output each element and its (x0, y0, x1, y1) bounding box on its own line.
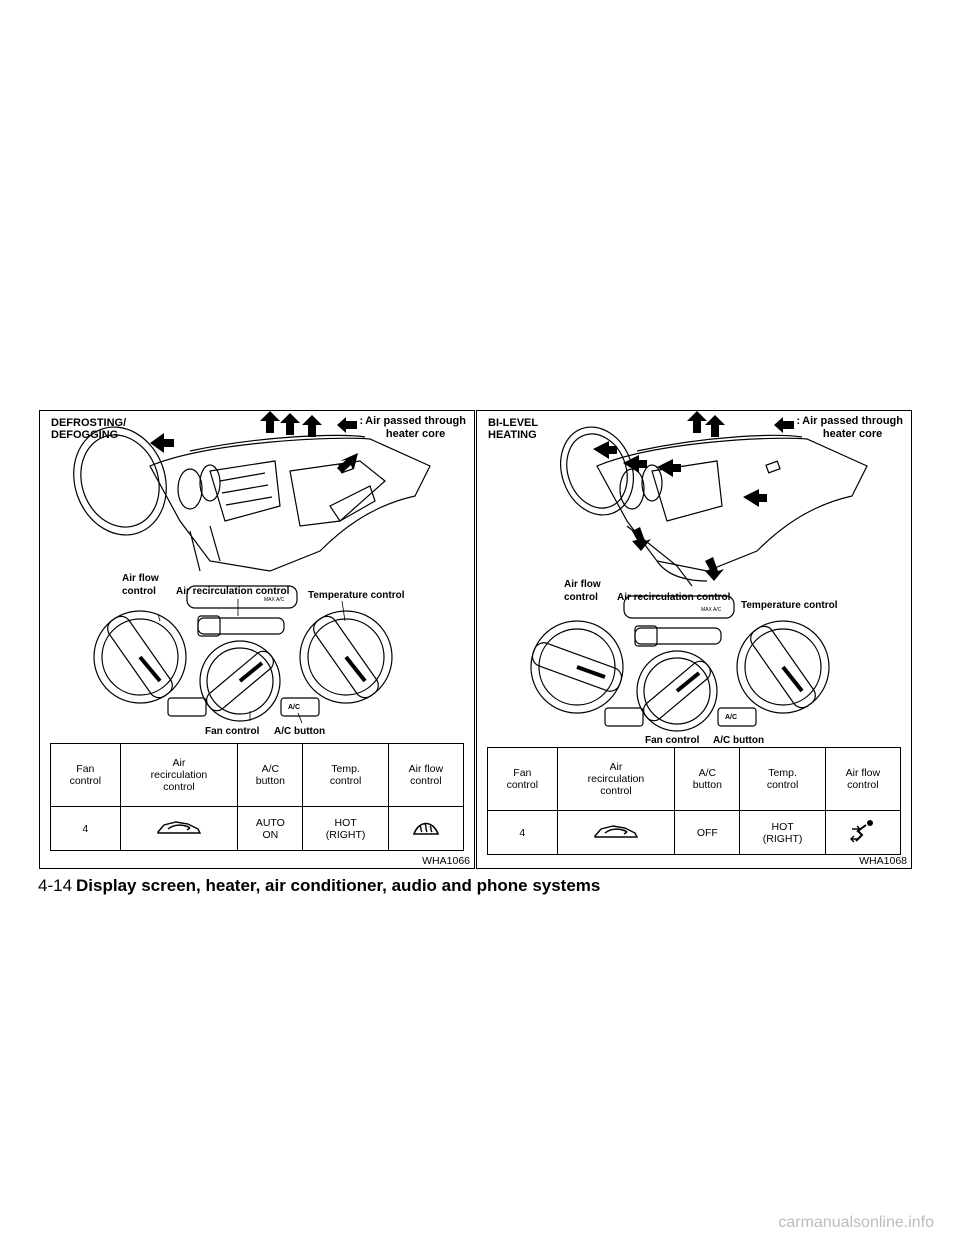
figure-defrosting (39, 410, 475, 869)
arrow-icon (774, 417, 794, 433)
settings-table (50, 743, 464, 851)
max-ac-label: MAX A/C (701, 607, 722, 613)
legend: : Air passed through heater core (337, 415, 466, 441)
air-recirculation-callout: Air recirculation control (617, 592, 731, 603)
max-ac-label: MAX A/C (264, 597, 285, 603)
temperature-callout: Temperature control (741, 600, 838, 611)
arrow-icon (687, 411, 707, 433)
header-ac: A/C button (238, 744, 303, 807)
temperature-callout: Temperature control (308, 590, 405, 601)
dashboard-illustration (477, 411, 912, 741)
recirculation-car-icon (591, 820, 641, 842)
ac-button-label: A/C (288, 704, 301, 711)
cell-fan: 4 (488, 811, 558, 855)
cell-temp: HOT (RIGHT) (303, 807, 388, 851)
legend: : Air passed through heater core (774, 415, 903, 441)
cell-ac: AUTO ON (238, 807, 303, 851)
ac-button-callout: A/C button (713, 735, 765, 746)
arrow-icon (337, 417, 357, 433)
figure-title: DEFROSTING/ DEFOGGING (51, 417, 127, 441)
dashboard-illustration (40, 411, 475, 741)
figure-code: WHA1066 (422, 855, 470, 867)
arrow-icon (337, 453, 358, 473)
fan-control-callout: Fan control (645, 735, 700, 746)
header-recirculation: Air recirculation control (557, 748, 675, 811)
page-number: 4-14 (38, 876, 73, 895)
air-recirculation-callout: Air recirculation control (176, 586, 290, 597)
ac-button-callout: A/C button (274, 726, 326, 737)
arrow-icon (280, 413, 300, 435)
figure-title: BI-LEVEL HEATING (488, 417, 539, 441)
cell-recirculation (120, 807, 238, 851)
section-title: Display screen, heater, air conditioner, audio and phone systems (76, 876, 601, 895)
page-footer (38, 876, 600, 896)
header-temp: Temp. control (303, 744, 388, 807)
arrow-icon (705, 557, 724, 581)
figure-code: WHA1068 (859, 855, 907, 867)
cell-recirculation (557, 811, 675, 855)
ac-button-label: A/C (725, 714, 738, 721)
arrow-icon (260, 411, 280, 433)
header-ac: A/C button (675, 748, 740, 811)
cell-fan: 4 (51, 807, 121, 851)
bi-level-icon (848, 819, 878, 843)
recirculation-car-icon (154, 816, 204, 838)
air-flow-callout: Air flow control (122, 573, 159, 597)
arrow-icon (705, 415, 725, 437)
cell-air-flow (825, 811, 900, 855)
header-fan: Fan control (488, 748, 558, 811)
air-flow-callout: Air flow control (564, 579, 601, 603)
arrow-icon (302, 415, 322, 437)
defrost-icon (411, 816, 441, 838)
header-recirculation: Air recirculation control (120, 744, 238, 807)
arrow-icon (743, 489, 767, 507)
cell-ac: OFF (675, 811, 740, 855)
cell-temp: HOT (RIGHT) (740, 811, 825, 855)
fan-control-callout: Fan control (205, 726, 260, 737)
header-air-flow: Air flow control (388, 744, 463, 807)
header-fan: Fan control (51, 744, 121, 807)
arrow-icon (632, 527, 651, 551)
cell-air-flow (388, 807, 463, 851)
watermark: carmanualsonline.info (778, 1214, 934, 1231)
settings-table (487, 747, 901, 855)
header-temp: Temp. control (740, 748, 825, 811)
header-air-flow: Air flow control (825, 748, 900, 811)
figure-bi-level-heating (476, 410, 912, 869)
